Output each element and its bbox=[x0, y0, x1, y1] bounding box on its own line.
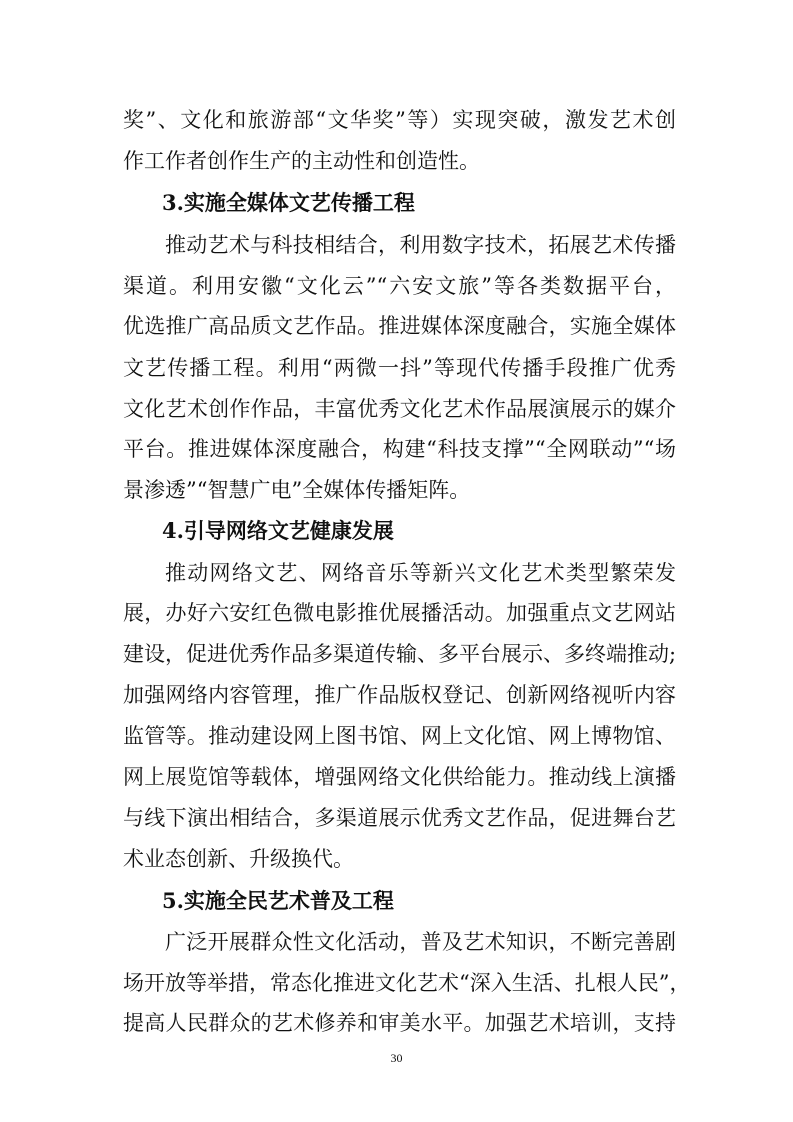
body-text-line: 优选推广高品质文艺作品。推进媒体深度融合，实施全媒体 bbox=[123, 314, 676, 338]
section-heading-5: 5.实施全民艺术普及工程 bbox=[162, 888, 394, 913]
body-text-line: 网上展览馆等载体，增强网络文化供给能力。推动线上演播 bbox=[123, 765, 676, 789]
body-text-line: 渠道。利用安徽“文化云”“六安文旅”等各类数据平台， bbox=[123, 274, 676, 298]
section-heading-3: 3.实施全媒体文艺传播工程 bbox=[162, 190, 415, 215]
body-text-line: 推动艺术与科技相结合，利用数字技术，拓展艺术传播 bbox=[165, 233, 676, 257]
body-text-line: 展，办好六安红色微电影推优展播活动。加强重点文艺网站 bbox=[123, 601, 676, 625]
body-text-line: 文艺传播工程。利用“两微一抖”等现代传播手段推广优秀 bbox=[123, 356, 676, 380]
body-text-line: 术业态创新、升级换代。 bbox=[123, 847, 354, 871]
body-text-line: 加强网络内容管理，推广作品版权登记、创新网络视听内容 bbox=[123, 683, 676, 707]
body-text-line: 平台。推进媒体深度融合，构建“科技支撑”“全网联动”“场 bbox=[123, 437, 676, 461]
body-text-line: 景渗透”“智慧广电”全媒体传播矩阵。 bbox=[123, 478, 471, 502]
section-heading-4: 4.引导网络文艺健康发展 bbox=[162, 518, 394, 543]
body-text-line: 推动网络文艺、网络音乐等新兴文化艺术类型繁荣发 bbox=[165, 561, 676, 585]
body-text-line: 作工作者创作生产的主动性和创造性。 bbox=[123, 149, 480, 173]
body-text-line: 建设，促进优秀作品多渠道传输、多平台展示、多终端推动; bbox=[123, 642, 677, 666]
body-text-line: 场开放等举措，常态化推进文化艺术“深入生活、扎根人民”， bbox=[123, 971, 691, 995]
body-text-line: 文化艺术创作作品，丰富优秀文化艺术作品展演展示的媒介 bbox=[123, 397, 676, 421]
body-text-line: 与线下演出相结合，多渠道展示优秀文艺作品，促进舞台艺 bbox=[123, 806, 676, 830]
body-text-line: 提高人民群众的艺术修养和审美水平。加强艺术培训，支持 bbox=[123, 1011, 676, 1035]
body-text-line: 奖”、文化和旅游部“文华奖”等）实现突破，激发艺术创 bbox=[123, 108, 676, 132]
body-text-line: 广泛开展群众性文化活动，普及艺术知识，不断完善剧 bbox=[165, 930, 676, 954]
page-number: 30 bbox=[390, 1051, 403, 1065]
body-text-line: 监管等。推动建设网上图书馆、网上文化馆、网上博物馆、 bbox=[123, 724, 676, 748]
